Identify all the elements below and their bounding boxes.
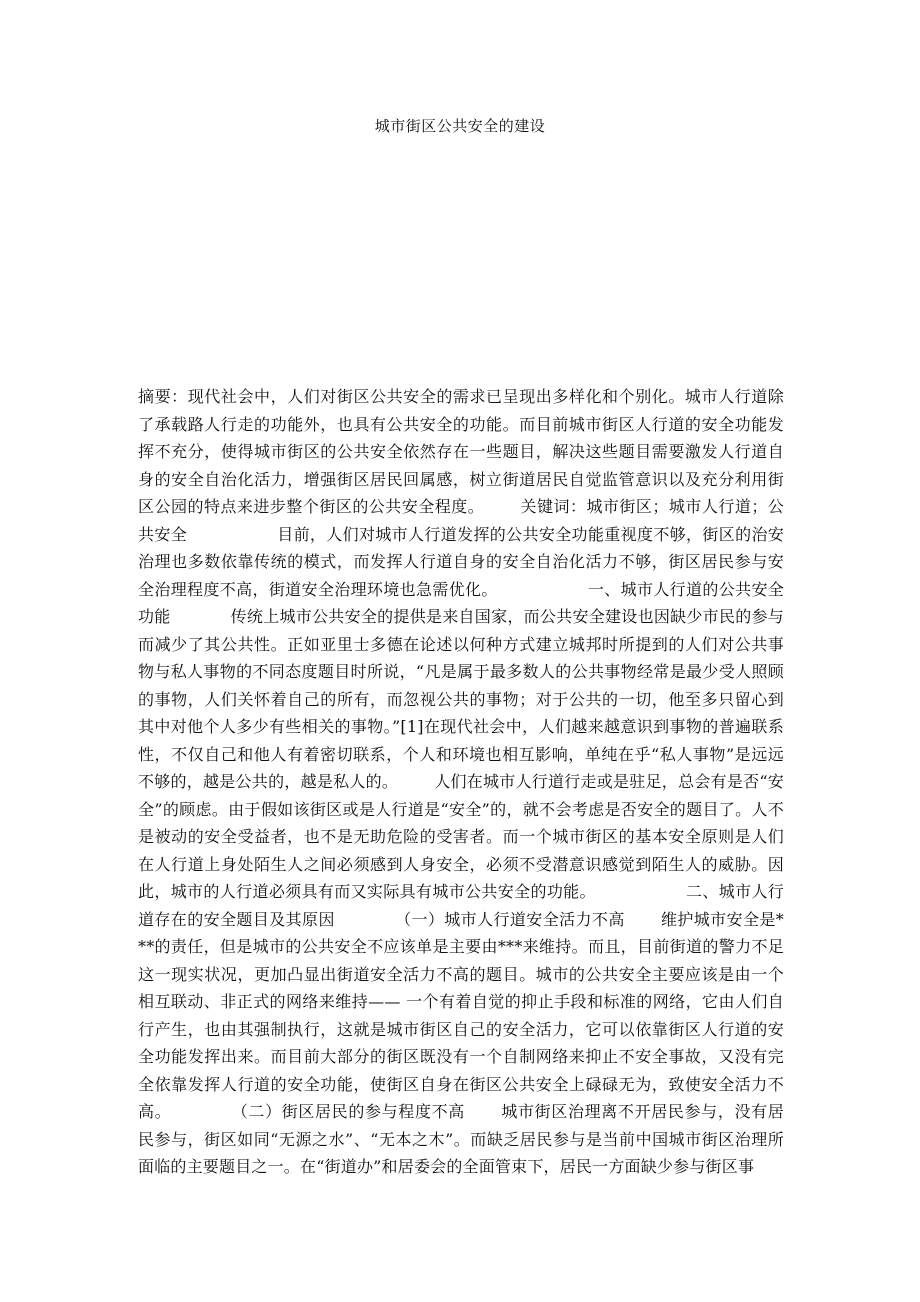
subsection-1-paragraph: 维护城市安全是***的责任，但是城市的公共安全不应该单是主要由***来维持。而且，目前街道的警力不足这一现实状况，更加凸显出街道安全活力不高的题目。城市的公共安全主要应该是由一个相互联动、非正式的网络来维持—— 一个有着自觉的抑止手段和标准的网络，它由人们自行产生，也由其强制执行，这就是城市街区自己的安全活力，它可以依靠街区人行道的安全功能发挥出来。而目前大部分的街区既没有一个自制网络来抑止不安全事故，又没有完全依靠发挥人行道的安全功能，使街区自身在街区公共安全上碌碌无为，致使安全活力不高。	[138, 909, 784, 1121]
subsection-heading-2: （二）街区居民的参与程度不高	[231, 1102, 465, 1121]
document-title: 城市街区公共安全的建设	[374, 117, 546, 135]
section-heading-1: 一、城市人行道的公共安全功能	[138, 579, 784, 626]
keywords-paragraph: 关键词：城市街区；城市人行道；公共安全	[138, 497, 785, 544]
document-body	[138, 383, 784, 1181]
intro-paragraph: 目前，人们对城市人行道发挥的公共安全功能重视度不够，街区的治安治理也多数依靠传统的模式，而发挥人行道自身的安全自治化活力不够，街区居民参与安全治理程度不高，街道安全治理环境也急需优化。	[138, 524, 784, 599]
subsection-2-paragraph: 城市街区治理离不开居民参与，没有居民参与，街区如同“无源之水”、“无本之木”。而缺乏居民参与是当前中国城市街区治理所面临的主要题目之一。在“街道办”和居委会的全面管束下，居民一方面缺少参与街区事	[138, 1102, 784, 1176]
subsection-heading-1: （一）城市人行道安全活力不高	[394, 909, 625, 929]
section-heading-2: 二、城市人行道存在的安全题目及其原因	[138, 882, 784, 929]
abstract-paragraph: 摘要：现代社会中，人们对街区公共安全的需求已呈现出多样化和个别化。城市人行道除了承载路人行走的功能外，也具有公共安全的功能。而目前城市街区人行道的安全功能发挥不充分，使得城市街区的公共安全依然存在一些题目，解决这些题目需要激发人行道自身的安全自治化活力，增强街区居民回属感，树立街道居民自觉监管意识以及充分利用街区公园的特点来进步整个街区的公共安全程度。	[138, 387, 784, 516]
section-1-paragraph-1: 传统上城市公共安全的提供是来自国家，而公共安全建设也因缺少市民的参与而减少了其公共性。正如亚里士多德在论述以何种方式建立城邦时所提到的人们对公共事物与私人事物的不同态度题目时所说，“凡是属于最多数人的公共事物经常是最少受人照顾的事物，人们关怀着自己的所有，而忽视公共的事物；对于公共的一切，他至多只留心到其中对他个人多少有些相关的事物。”[1]在现代社会中，人们越来越意识到事物的普遍联系性，不仅自己和他人有着密切联系，个人和环境也相互影响，单纯在乎“私人事物”是远远不够的，越是公共的，越是私人的。	[138, 607, 784, 791]
section-1-paragraph-2: 人们在城市人行道行走或是驻足，总会有是否“安全”的顾虑。由于假如该街区或是人行道是“安全”的，就不会考虑是否安全的题目了。人不是被动的安全受益者，也不是无助危险的受害者。而一个城市街区的基本安全原则是人们在人行道上身处陌生人之间必须感到人身安全，必须不受潜意识感觉到陌生人的威胁。因此，城市的人行道必须具有而又实际具有城市公共安全的功能。	[138, 772, 784, 901]
